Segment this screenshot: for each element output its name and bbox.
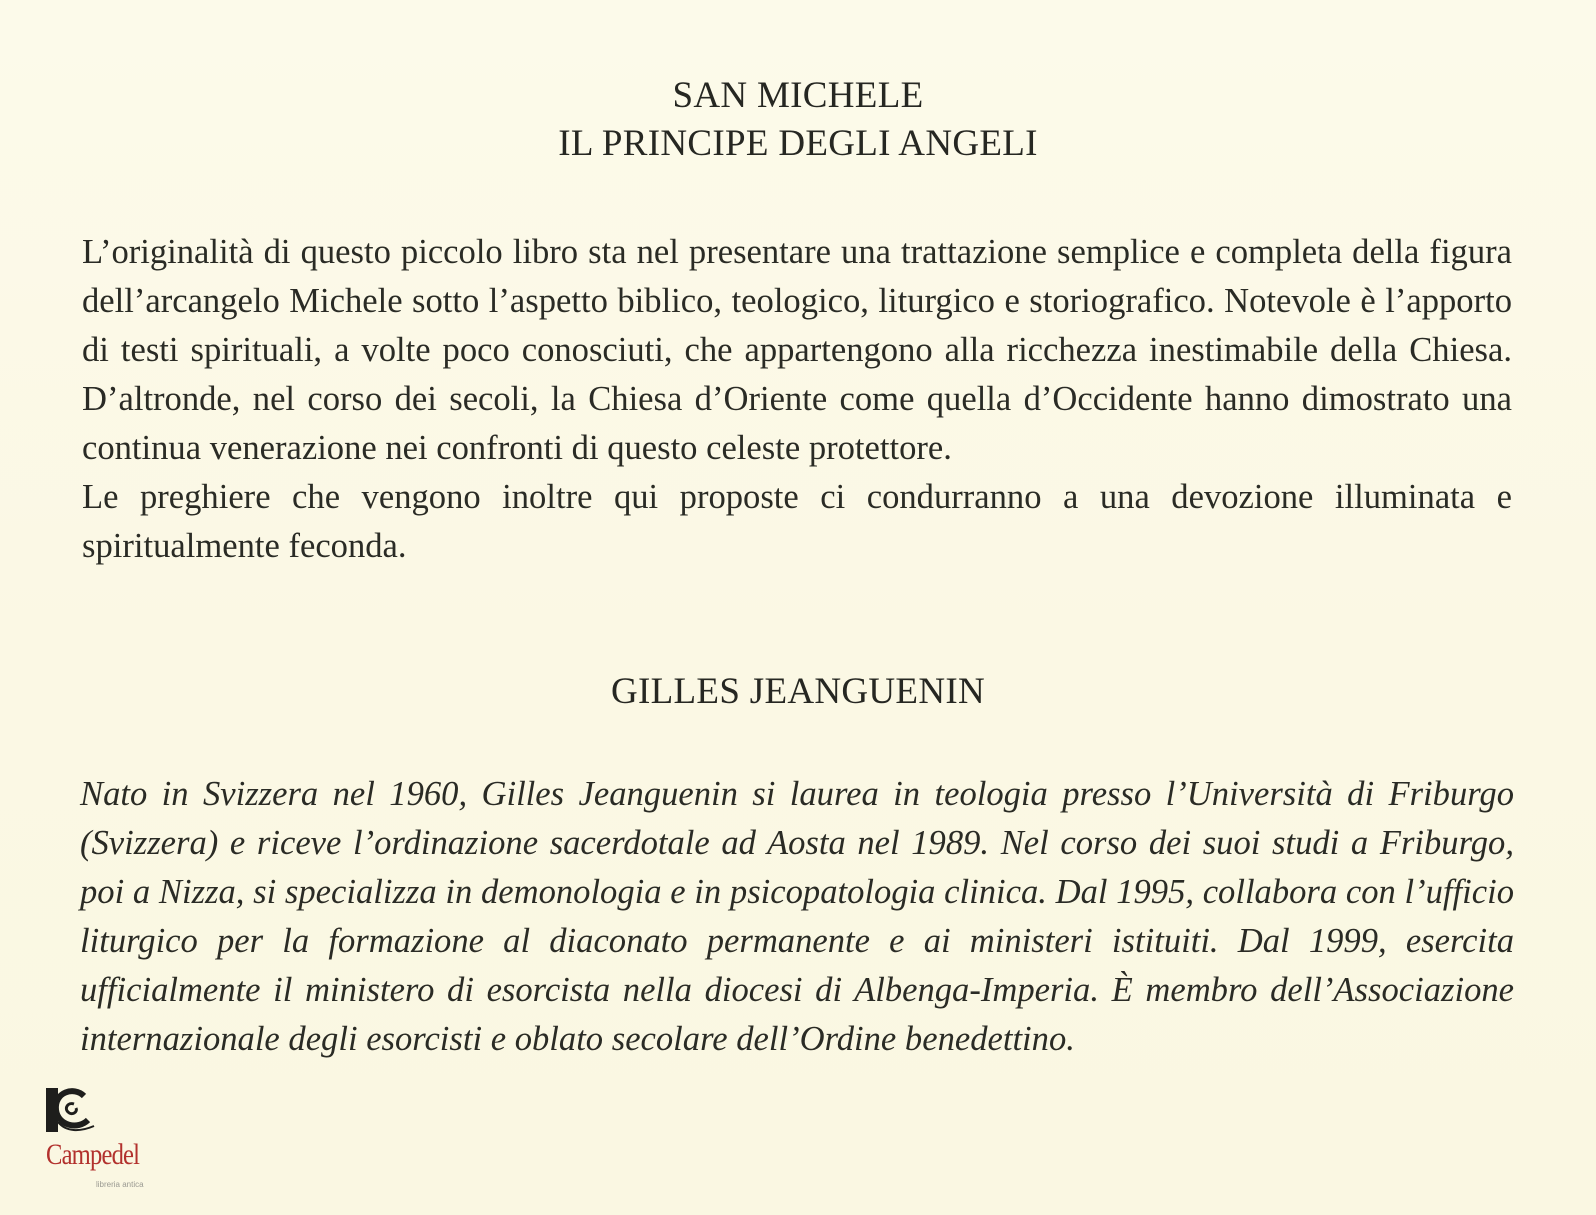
campedel-watermark xyxy=(44,1082,174,1197)
author-name: GILLES JEANGUENIN xyxy=(610,671,986,712)
description-paragraph-1: L’originalità di questo piccolo libro sta nel presentare una trattazione semplice e completa della figura dell’arcangelo Michele sotto l’aspetto biblico, teologico, liturgico e storiografico. Notevole è l’apporto di testi spirituali, a volte poco conosciuti, che appartengono alla ricchezza inestimabile della Chiesa. D’altronde, nel corso dei secoli, la Chiesa d’Oriente come quella d’Occidente hanno dimostrato una continua venerazione nei confronti di questo celeste protettore. xyxy=(82,233,1512,467)
campedel-logo-text: Campedel xyxy=(46,1138,140,1171)
author-biography-text: Nato in Svizzera nel 1960, Gilles Jeanguenin si laurea in teologia presso l’Università di Friburgo (Svizzera) e riceve l’ordinazione sacerdotale ad Aosta nel 1989. Nel corso dei suoi studi a Friburgo, poi a Nizza, si specializza in demonologia e in psicopatologia clinica. Dal 1995, collabora con l’ufficio liturgico per la formazione al diaconato permanente e ai ministeri istituiti. Dal 1999, esercita ufficialmente il ministero di esorcista nella diocesi di Albenga-Imperia. È membro dell’Associazione internazionale degli esorcisti e oblato secolare dell’Ordine benedettino. xyxy=(80,775,1514,1058)
book-description xyxy=(82,228,1512,571)
campedel-logo-subtext: libreria antica xyxy=(96,1180,144,1189)
book-title-line-2: IL PRINCIPE DEGLI ANGELI xyxy=(558,123,1038,164)
book-title xyxy=(0,72,1596,168)
description-paragraph-2: Le preghiere che vengono inoltre qui proposte ci condurranno a una devozione illuminata e spiritualmente feconda. xyxy=(82,478,1512,565)
author-biography xyxy=(80,770,1514,1064)
book-title-line-1: SAN MICHELE xyxy=(672,75,924,116)
campedel-logo-icon xyxy=(44,1082,96,1138)
